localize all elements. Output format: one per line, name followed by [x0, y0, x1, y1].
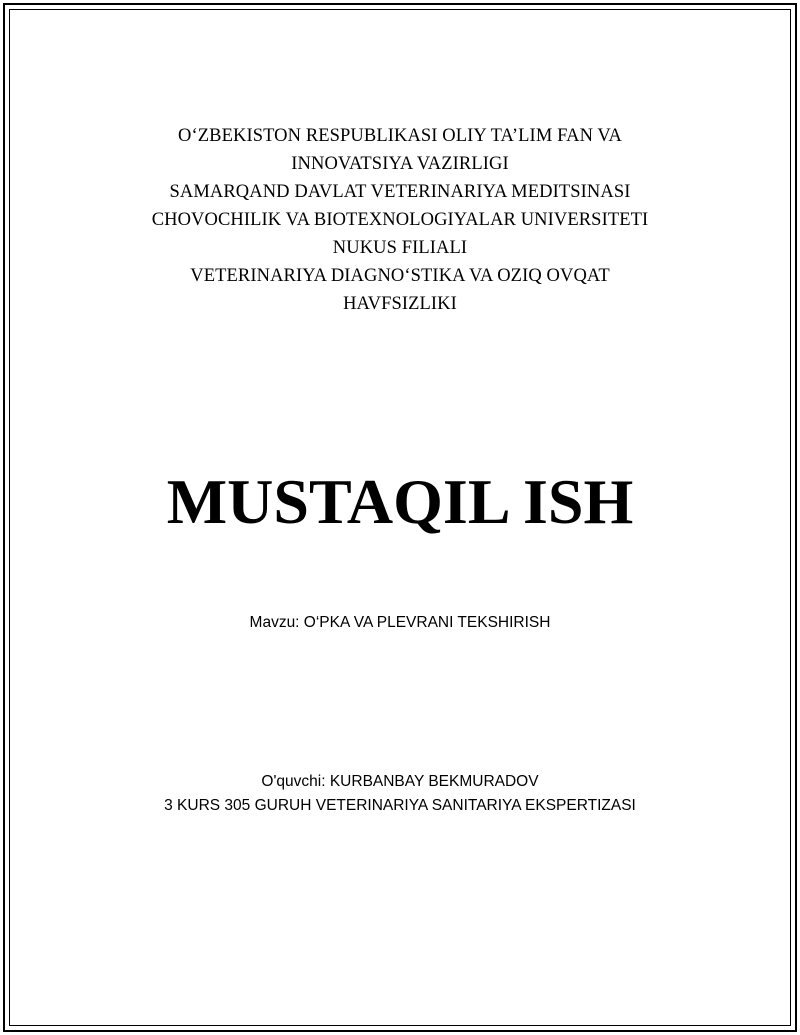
- student-info: [0, 770, 800, 818]
- header-line-branch: NUKUS FILIALI: [332, 238, 468, 258]
- institution-header: [0, 122, 800, 318]
- header-line-university: SAMARQAND DAVLAT VETERINARIYA MEDITSINASI: [169, 182, 631, 202]
- student-group: 3 KURS 305 GURUH VETERINARIYA SANITARIYA EKSPERTIZASI: [164, 797, 636, 814]
- header-line-department-cont: HAVFSIZLIKI: [343, 294, 457, 314]
- document-title: MUSTAQIL ISH: [166, 466, 634, 537]
- header-line-department: VETERINARIYA DIAGNO‘STIKA VA OZIQ OVQAT: [190, 266, 610, 286]
- student-name: O'quvchi: KURBANBAY BEKMURADOV: [261, 773, 539, 790]
- header-line-university-cont: CHOVOCHILIK VA BIOTEXNOLOGIYALAR UNIVERSITETI: [151, 210, 649, 230]
- topic-line: Mavzu: O‘PKA VA PLEVRANI TEKSHIRISH: [249, 614, 551, 631]
- header-line-ministry: O‘ZBEKISTON RESPUBLIKASI OLIY TA’LIM FAN VA: [178, 126, 622, 146]
- header-line-ministry-cont: INNOVATSIYA VAZIRLIGI: [291, 154, 509, 174]
